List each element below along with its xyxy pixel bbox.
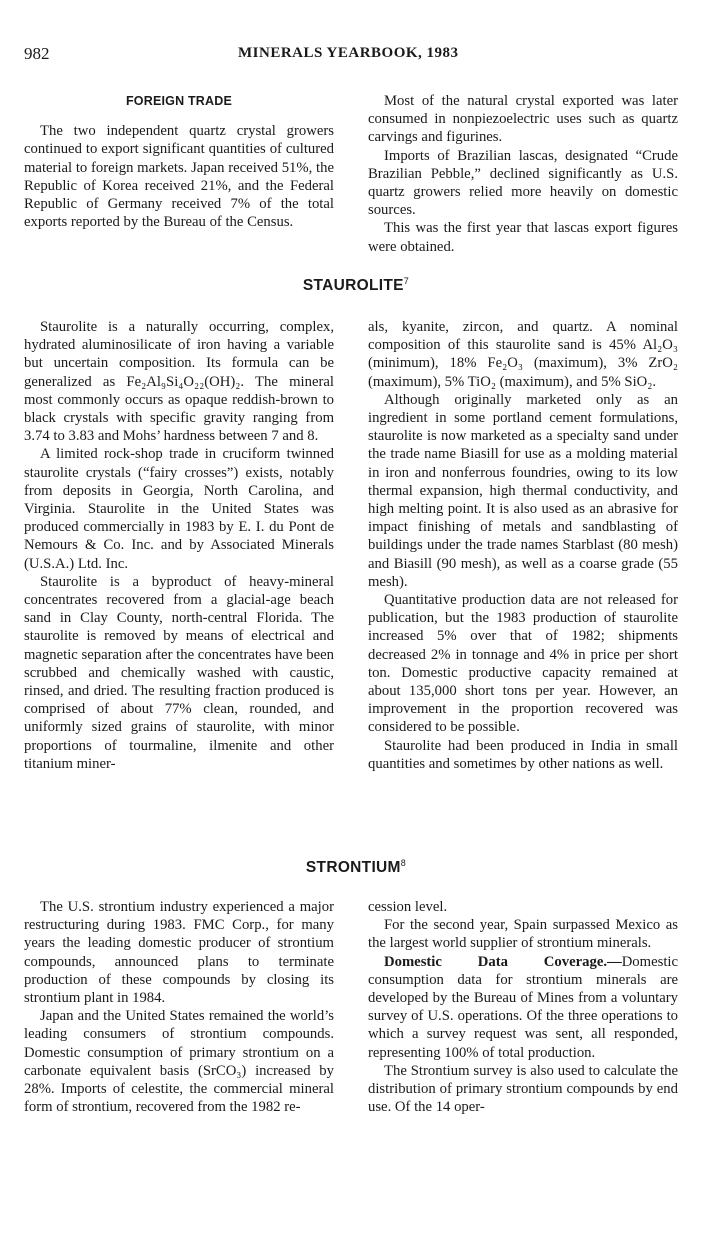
- paragraph: [368, 953, 678, 1062]
- staurolite-right-column: [368, 318, 678, 773]
- run-in-heading: Domestic Data Coverage.—: [384, 953, 622, 970]
- paragraph: als, kyanite, zircon, and quartz. A nominal composition of this staurolite sand is 45% Al₂O₃ (minimum), 18% Fe₂O₃ (maximum), 3% ZrO₂ (maximum), 5% TiO₂ (maximum), and 5% SiO₂.: [368, 319, 678, 390]
- staurolite-title-text: STAUROLITE: [302, 277, 404, 295]
- paragraph: Staurolite had been produced in India in small quantities and sometimes by other nations as well.: [368, 737, 678, 772]
- staurolite-title: [0, 276, 712, 295]
- page-number: 982: [24, 44, 50, 63]
- paragraph: This was the first year that lascas export figures were obtained.: [368, 220, 678, 255]
- foreign-trade-heading: FOREIGN TRADE: [125, 94, 233, 108]
- strontium-title-text: STRONTIUM: [305, 859, 401, 877]
- footnote-mark: 8: [400, 858, 407, 868]
- strontium-right-column: [368, 898, 678, 1116]
- paragraph: Most of the natural crystal exported was later consumed in nonpiezoelectric uses such as quartz carvings and figurines.: [368, 93, 678, 146]
- footnote-mark: 7: [403, 276, 410, 286]
- paragraph-text: Domestic consumption data for strontium minerals are developed by the Bureau of Mines from a voluntary survey of U.S. operations. Of the three operations to which a survey request was sent, all responded, representing 100% of total production.: [368, 953, 678, 1061]
- paragraph: Imports of Brazilian lascas, designated “Crude Brazilian Pebble,” declined significantly as U.S. quartz growers relied more heavily on domestic sources.: [368, 147, 678, 219]
- paragraph: cession level.: [368, 899, 448, 915]
- paragraph: Staurolite is a byproduct of heavy-mineral concentrates recovered from a glacial-age beach sand in Clay County, north-central Florida. The staurolite is removed by means of electrical and magnetic separation after the concentrates have been scrubbed and chemically washed with caustic, rinsed, and dried. The resulting fraction produced is comprised of about 77% clean, rounded, and uniformly sized grains of staurolite, with minor proportions of tourmaline, ilmenite and other titanium miner-: [24, 573, 334, 772]
- paragraph: The two independent quartz crystal growers continued to export significant quantities of cultured material to foreign markets. Japan received 51%, the Republic of Korea received 21%, and the Federal Republic of Germany received 7% of the total exports reported by the Bureau of the Census.: [24, 123, 334, 231]
- paragraph: The U.S. strontium industry experienced a major restructuring during 1983. FMC Corp., for many years the leading domestic producer of strontium compounds, announced plans to terminate production of these compounds by closing its strontium plant in 1984.: [24, 899, 334, 1007]
- strontium-title: [0, 858, 712, 877]
- foreign-trade-left-column: [24, 92, 334, 231]
- paragraph: A limited rock-shop trade in cruciform twinned staurolite crystals (“fairy crosses”) exists, notably from deposits in Georgia, North Carolina, and Virginia. Staurolite in the United States was produced commercially in 1983 by E. I. du Pont de Nemours & Co. Inc. and by Associated Minerals (U.S.A.) Ltd. Inc.: [24, 446, 334, 572]
- paragraph: Quantitative production data are not released for publication, but the 1983 production of staurolite increased 5% over that of 1982; shipments decreased 2% in tonnage and 4% in price per short ton. Domestic productive capacity remained at about 135,000 short tons per year. However, an improvement in the proportion recovered was considered to be possible.: [368, 592, 678, 736]
- staurolite-left-column: [24, 318, 334, 773]
- paragraph: For the second year, Spain surpassed Mexico as the largest world supplier of strontium minerals.: [368, 917, 678, 952]
- strontium-left-column: [24, 898, 334, 1116]
- paragraph: Staurolite is a naturally occurring, complex, hydrated aluminosilicate of iron having a variable but uncertain composition. Its formula can be generalized as Fe₂Al₉Si₄O₂₂(OH)₂. The mineral most commonly occurs as opaque reddish-brown to black crystals with specific gravity ranging from 3.74 to 3.83 and Mohs’ hardness between 7 and 8.: [24, 319, 334, 445]
- foreign-trade-right-column: [368, 92, 678, 256]
- running-header: MINERALS YEARBOOK, 1983: [238, 45, 459, 61]
- paragraph: Japan and the United States remained the world’s leading consumers of strontium compounds. Domestic consumption of primary strontium on a carbonate equivalent basis (SrCO₃) increased by 28%. Imports of celestite, the commercial mineral form of strontium, recovered from the 1982 re-: [24, 1008, 334, 1116]
- paragraph: The Strontium survey is also used to calculate the distribution of primary strontium compounds by end use. Of the 14 oper-: [368, 1062, 678, 1116]
- paragraph: Although originally marketed only as an ingredient in some portland cement formulations, staurolite is now marketed as a specialty sand under the trade name Biasill for use as a molding material in iron and nonferrous foundries, owing to its low thermal expansion, high thermal conductivity, and high melting point. It is also used as an abrasive for impact finishing of metals and sandblasting of buildings under the trade names Starblast (80 mesh) and Biasill (90 mesh), as well as a coarse grade (55 mesh).: [368, 391, 678, 590]
